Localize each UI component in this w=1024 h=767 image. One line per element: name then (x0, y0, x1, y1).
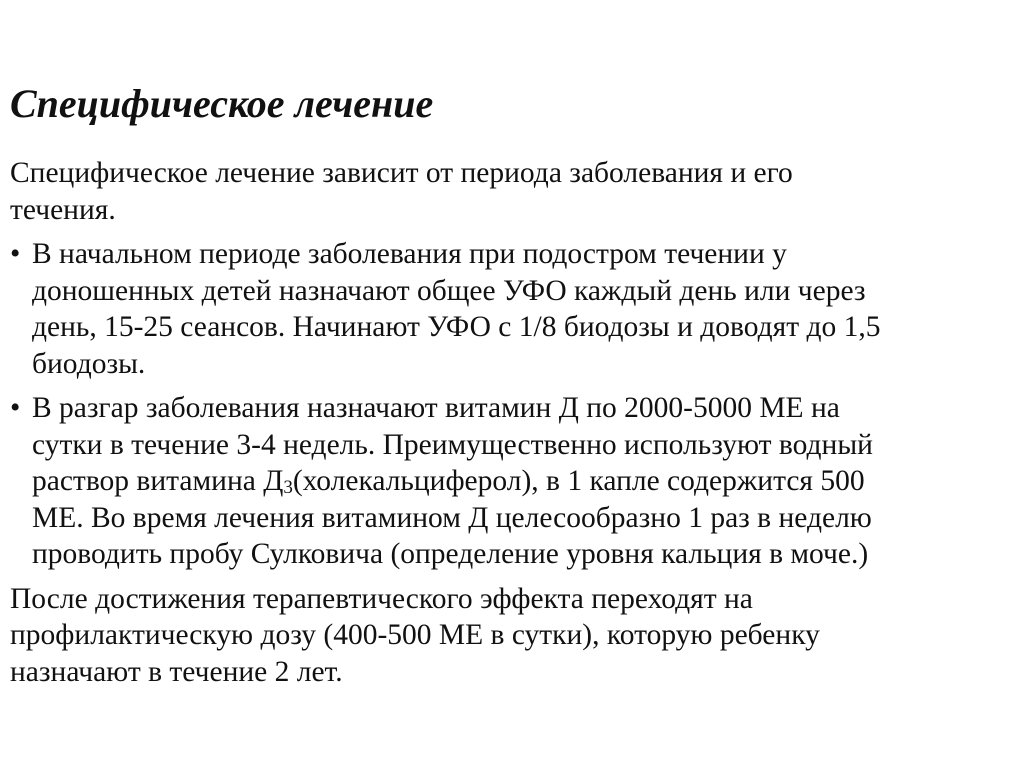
text-line: МЕ. Во время лечения витамином Д целесообразно 1 раз в неделю (32, 501, 872, 534)
text-line: профилактическую дозу (400-500 МЕ в сутки), которую ребенку (10, 619, 820, 651)
text-line: назначают в течение 2 лет. (10, 655, 343, 688)
subscript: 3 (283, 477, 293, 498)
bullet-icon: • (10, 392, 21, 424)
text-line: проводить пробу Сулковича (определение уровня кальция в моче.) (32, 538, 869, 570)
slide-title: Специфическое лечение (10, 81, 434, 126)
text-line: В начальном периоде заболевания при подостром течении у (32, 238, 787, 270)
slide-body (10, 155, 1016, 690)
text-line (32, 463, 1016, 500)
text-line: сутки в течение 3-4 недель. Преимущественно используют водный (32, 428, 873, 461)
text-line: течения. (10, 193, 116, 226)
text-line: биодозы. (32, 347, 146, 380)
text-line: доношенных детей назначают общее УФО каждый день или через (32, 274, 866, 307)
bullet-icon: • (10, 238, 21, 270)
text-fragment: раствор витамина Д (32, 465, 284, 497)
bullet-item-uvo (10, 236, 1016, 382)
text-fragment: (холекальциферол), в 1 капле содержится 500 (292, 465, 865, 497)
text-line: В разгар заболевания назначают витамин Д по 2000-5000 МЕ на (32, 392, 840, 424)
intro-paragraph (10, 155, 1016, 228)
closing-paragraph (10, 581, 1016, 691)
text-line: день, 15-25 сеансов. Начинают УФО с 1/8 биодозы и доводят до 1,5 (32, 311, 881, 343)
text-line: Специфическое лечение зависит от периода заболевания и его (10, 157, 793, 189)
text-line: После достижения терапевтического эффекта переходят на (10, 582, 753, 615)
bullet-item-vitamin-d (10, 390, 1016, 573)
